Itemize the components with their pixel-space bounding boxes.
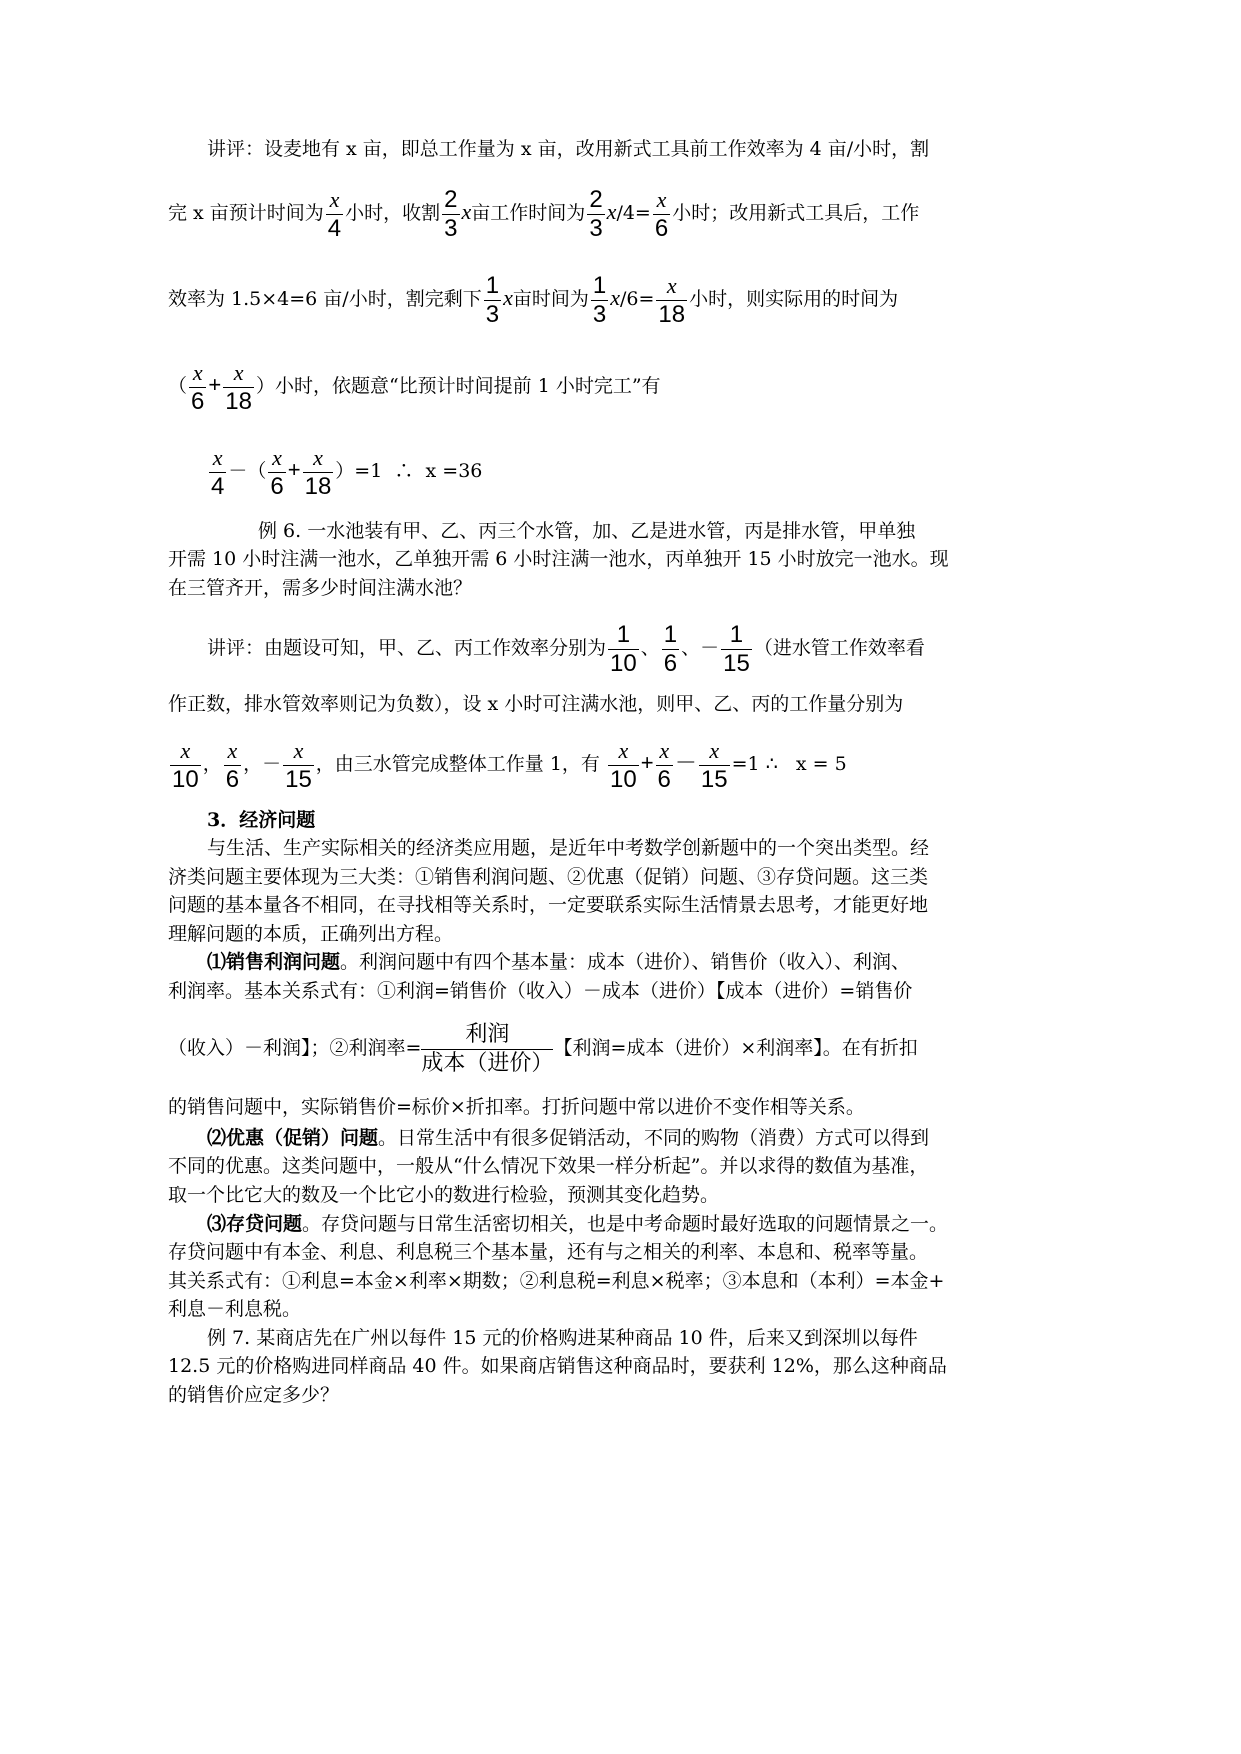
fraction	[608, 737, 639, 794]
numerator: x	[227, 737, 238, 763]
denominator: 成本（进价）	[421, 1050, 554, 1076]
text-segment: ，	[202, 753, 222, 775]
text-line: 开需 10 小时注满一池水，乙单独开需 6 小时注满一池水，丙单独开 15 小时放完一池水。现	[168, 548, 949, 570]
text-segment: 。利润问题中有四个基本量：成本（进价）、销售价（收入）、利润、	[340, 951, 911, 973]
denominator: 6	[225, 765, 240, 793]
text-segment: －（	[228, 460, 267, 482]
fraction	[209, 444, 226, 501]
numerator: 1	[663, 620, 678, 648]
variable: x	[503, 285, 513, 310]
variable: x	[461, 199, 472, 224]
denominator: 18	[304, 472, 332, 500]
denominator: 6	[657, 765, 671, 793]
numerator: 1	[616, 620, 631, 648]
numerator: x	[272, 444, 282, 470]
text-segment: 效率为 1.5×4=6 亩/小时，割完剩下	[168, 288, 482, 310]
text-segment: =1	[731, 753, 760, 775]
fraction	[656, 737, 673, 794]
numerator: 1	[592, 271, 607, 299]
denominator: 3	[444, 214, 458, 242]
text-segment: x =36	[425, 460, 483, 482]
denominator: 10	[610, 649, 637, 677]
section-heading: 3．经济问题	[207, 809, 316, 831]
fraction	[608, 621, 639, 678]
denominator: 18	[658, 300, 686, 328]
fraction	[189, 359, 206, 416]
text-line	[207, 950, 910, 974]
variable: x	[610, 285, 620, 310]
text-line: 理解问题的本质，正确列出方程。	[168, 923, 454, 945]
text-segment: （收入）－利润】；②利润率=	[168, 1037, 422, 1059]
text-line	[207, 1212, 948, 1236]
text-segment: 亩工作时间为	[471, 202, 586, 224]
text-line: 问题的基本量各不相同，在寻找相等关系时，一定要联系实际生活情景去思考，才能更好地	[168, 894, 929, 916]
text-line: 与生活、生产实际相关的经济类应用题，是近年中考数学创新题中的一个突出类型。经	[207, 837, 930, 859]
subsection-title: ⑶存贷问题	[207, 1213, 303, 1235]
denominator: 10	[172, 765, 199, 793]
text-line: 12.5 元的价格购进同样商品 40 件。如果商店销售这种商品时，要获利 12%，那么这种商品	[168, 1355, 947, 1377]
fraction	[170, 737, 201, 794]
fraction	[223, 359, 254, 416]
profit-rate-fraction	[421, 1021, 553, 1078]
text-segment: /6=	[619, 288, 655, 310]
text-segment: 。存贷问题与日常生活密切相关，也是中考命题时最好选取的问题情景之一。	[302, 1213, 949, 1235]
text-line	[168, 182, 919, 243]
fraction	[442, 186, 459, 243]
fraction	[283, 737, 314, 794]
fraction	[303, 444, 334, 501]
numerator: x	[656, 186, 667, 212]
fraction	[699, 737, 730, 794]
text-segment: ，由三水管完成整体工作量 1，有	[315, 753, 600, 775]
text-line: 济类问题主要体现为三大类：①销售利润问题、②优惠（促销）问题、③存贷问题。这三类	[168, 866, 929, 888]
denominator: 6	[663, 649, 678, 677]
plus-sign: +	[208, 372, 222, 397]
numerator: x	[709, 737, 720, 763]
denominator: 15	[285, 765, 312, 793]
text-line: 在三管齐开，需多少时间注满水池？	[168, 577, 473, 599]
plus-sign: +	[640, 750, 654, 775]
fraction	[662, 621, 679, 678]
denominator: 3	[589, 214, 603, 242]
denominator: 15	[700, 765, 728, 793]
text-line: 利润率。基本关系式有：①利润=销售价（收入）－成本（进价）【成本（进价）=销售价	[168, 980, 913, 1002]
denominator: 15	[723, 649, 750, 677]
numerator: x	[180, 737, 191, 763]
denominator: 4	[211, 472, 225, 500]
numerator: x	[618, 737, 629, 763]
text-segment: （	[168, 375, 188, 397]
text-segment: 完 x 亩预计时间为	[168, 202, 324, 224]
numerator: x	[666, 272, 677, 298]
text-line	[168, 355, 661, 416]
numerator: 1	[485, 271, 500, 299]
fraction	[326, 186, 343, 243]
text-segment: （进水管工作效率看	[753, 637, 925, 659]
text-segment: ）小时，依题意“比预计时间提前 1 小时完工”有	[255, 375, 661, 397]
subsection-title: ⑵优惠（促销）问题	[207, 1127, 379, 1149]
text-segment: 。日常生活中有很多促销活动，不同的购物（消费）方式可以得到	[378, 1127, 930, 1149]
text-segment: /4=	[616, 202, 651, 224]
text-line	[207, 440, 482, 501]
text-line: 取一个比它大的数及一个比它小的数进行检验，预测其变化趋势。	[168, 1184, 720, 1206]
denominator: 3	[485, 300, 500, 328]
text-segment: ）=1	[335, 460, 383, 482]
text-segment: 【利润=成本（进价）×利润率】。在有折扣	[553, 1037, 918, 1059]
text-line: 的销售价应定多少？	[168, 1384, 340, 1406]
plus-sign: +	[287, 457, 301, 482]
text-line	[207, 1126, 929, 1150]
numerator: x	[329, 186, 340, 212]
text-segment: 、	[640, 637, 660, 659]
numerator: x	[192, 359, 203, 385]
text-line	[207, 618, 925, 678]
text-line: 例 7. 某商店先在广州以每件 15 元的价格购进某种商品 10 件，后来又到深圳以每件	[207, 1327, 918, 1349]
denominator: 6	[270, 472, 284, 500]
text-line: 例 6. 一水池装有甲、乙、丙三个水管，加、乙是进水管，丙是排水管，甲单独	[258, 520, 916, 542]
variable: x	[606, 199, 617, 224]
numerator: x	[233, 359, 244, 385]
text-line	[168, 733, 847, 794]
text-line: 讲评：设麦地有 x 亩，即总工作量为 x 亩，改用新式工具前工作效率为 4 亩/小时，割	[207, 138, 930, 160]
text-segment: 小时，收割	[345, 202, 441, 224]
denominator: 3	[592, 300, 607, 328]
text-line: 利息－利息税。	[168, 1298, 302, 1320]
text-segment: x = 5	[795, 753, 847, 775]
text-line: 作正数，排水管效率则记为负数），设 x 小时可注满水池，则甲、乙、丙的工作量分别为	[168, 693, 904, 715]
therefore-symbol: ∴	[394, 460, 414, 482]
numerator: 1	[729, 620, 744, 648]
numerator: 2	[444, 185, 458, 213]
numerator: x	[659, 737, 670, 763]
text-segment: 小时；改用新式工具后，工作	[672, 202, 920, 224]
text-segment: 讲评：由题设可知，甲、乙、丙工作效率分别为	[207, 637, 607, 659]
text-segment: 小时，则实际用的时间为	[689, 288, 899, 310]
text-line: 其关系式有：①利息=本金×利率×期数；②利息税=利息×税率；③本息和（本利）=本金+	[168, 1270, 945, 1292]
text-line	[168, 268, 898, 329]
fraction	[224, 737, 241, 794]
fraction	[653, 186, 670, 243]
therefore-symbol: ∴	[765, 753, 778, 775]
numerator: x	[293, 737, 304, 763]
denominator: 6	[654, 214, 669, 242]
denominator: 4	[327, 214, 342, 242]
fraction	[587, 186, 604, 243]
subsection-title: ⑴销售利润问题	[207, 951, 341, 973]
text-line: 存贷问题中有本金、利息、利息税三个基本量，还有与之相关的利率、本息和、税率等量。	[168, 1241, 929, 1263]
minus-sign: －	[674, 750, 697, 775]
fraction	[656, 272, 687, 329]
numerator: 2	[589, 185, 603, 213]
numerator: x	[212, 444, 223, 470]
text-segment: ，－	[243, 753, 282, 775]
denominator: 10	[609, 765, 637, 793]
text-line: 的销售问题中，实际销售价=标价×折扣率。打折问题中常以进价不变作相等关系。	[168, 1096, 865, 1118]
fraction	[591, 272, 608, 329]
numerator: 利润	[465, 1021, 510, 1047]
numerator: x	[313, 444, 323, 470]
text-line	[168, 1018, 918, 1078]
fraction	[268, 444, 285, 501]
denominator: 6	[191, 387, 205, 415]
text-line: 不同的优惠。这类问题中，一般从“什么情况下效果一样分析起”。并以求得的数值为基准，	[168, 1155, 929, 1177]
text-segment: 、－	[681, 637, 720, 659]
fraction	[484, 272, 501, 329]
denominator: 18	[225, 387, 252, 415]
fraction	[721, 621, 752, 678]
text-segment: 亩时间为	[512, 288, 589, 310]
